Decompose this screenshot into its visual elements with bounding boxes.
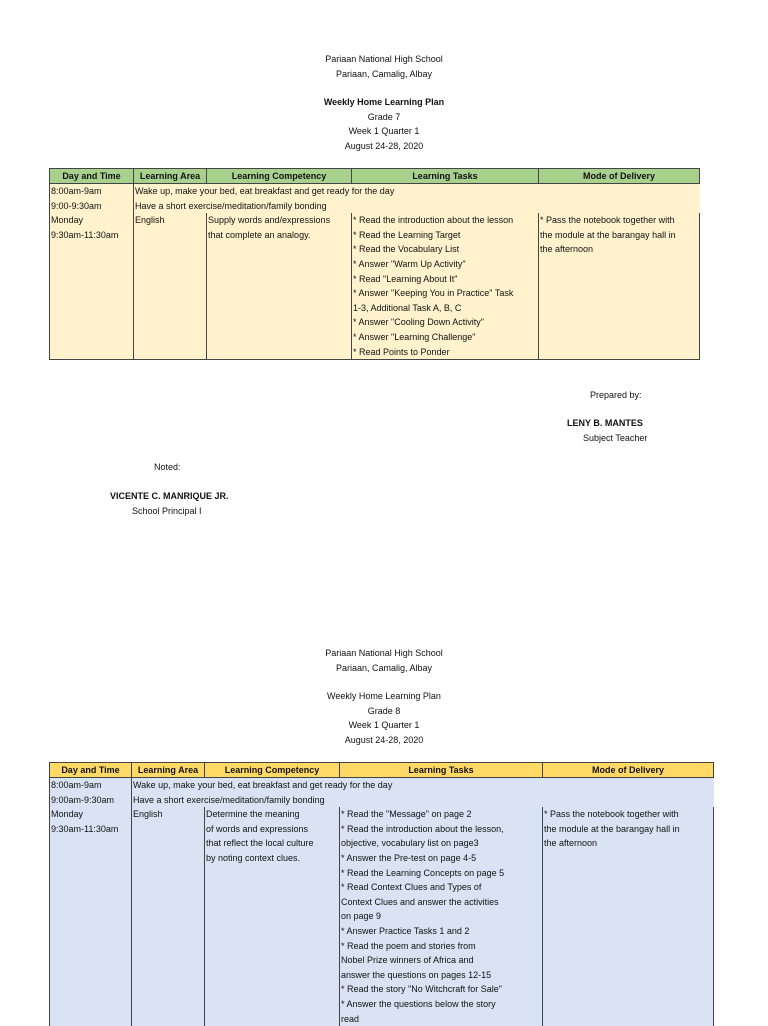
plan1-heading — [0, 52, 768, 153]
task-line: * Read the Learning Target — [353, 228, 537, 243]
activity-cell: Have a short exercise/meditation/family bonding — [134, 199, 700, 214]
time-cell: 9:00am-9:30am — [50, 793, 132, 808]
competency-line: Supply words and/expressions — [208, 213, 350, 228]
activity-cell: Have a short exercise/meditation/family bonding — [132, 793, 714, 808]
plan2-title: Weekly Home Learning Plan — [0, 689, 768, 704]
header-learning-tasks: Learning Tasks — [352, 169, 539, 184]
plan1-school-name: Pariaan National High School — [0, 52, 768, 67]
competency-cell — [205, 807, 340, 1026]
day-label: Monday — [51, 807, 130, 822]
plan1-table — [49, 168, 700, 360]
plan1-title: Weekly Home Learning Plan — [0, 95, 768, 110]
time-cell: 8:00am-9am — [50, 184, 134, 199]
tasks-cell — [352, 213, 539, 359]
competency-line: by noting context clues. — [206, 851, 338, 866]
task-line: * Read the introduction about the lesson — [353, 213, 537, 228]
mode-line: * Pass the notebook together with — [544, 807, 712, 822]
task-line: * Answer "Learning Challenge" — [353, 330, 537, 345]
task-line: * Read the poem and stories from — [341, 939, 541, 954]
table-row — [50, 213, 700, 359]
time-cell: 8:00am-9am — [50, 778, 132, 793]
header-learning-area: Learning Area — [134, 169, 207, 184]
plan2-dates: August 24-28, 2020 — [0, 733, 768, 748]
task-line: * Answer "Keeping You in Practice" Task — [353, 286, 537, 301]
table-row — [50, 793, 714, 808]
header-learning-tasks: Learning Tasks — [340, 763, 543, 778]
plan1-school-address: Pariaan, Camalig, Albay — [0, 67, 768, 82]
mode-line: * Pass the notebook together with — [540, 213, 698, 228]
plan1-header-row — [50, 169, 700, 184]
task-line: * Read the Vocabulary List — [353, 242, 537, 257]
noted-label: Noted: — [154, 460, 181, 474]
learning-area-cell: English — [132, 807, 205, 1026]
task-line: * Answer "Warm Up Activity" — [353, 257, 537, 272]
task-line: * Answer the Pre-test on page 4-5 — [341, 851, 541, 866]
task-line: * Read the "Message" on page 2 — [341, 807, 541, 822]
competency-cell — [207, 213, 352, 359]
task-line: * Read "Learning About It" — [353, 272, 537, 287]
header-learning-area: Learning Area — [132, 763, 205, 778]
table-row — [50, 807, 714, 1026]
mode-cell — [543, 807, 714, 1026]
table-row — [50, 199, 700, 214]
plan1-grade: Grade 7 — [0, 110, 768, 125]
plan2-header-row — [50, 763, 714, 778]
task-line: Nobel Prize winners of Africa and — [341, 953, 541, 968]
competency-line: Determine the meaning — [206, 807, 338, 822]
task-line: * Read Context Clues and Types of — [341, 880, 541, 895]
activity-cell: Wake up, make your bed, eat breakfast and get ready for the day — [134, 184, 700, 199]
header-mode-of-delivery: Mode of Delivery — [543, 763, 714, 778]
mode-cell — [539, 213, 700, 359]
activity-cell: Wake up, make your bed, eat breakfast and get ready for the day — [132, 778, 714, 793]
competency-line: that complete an analogy. — [208, 228, 350, 243]
table-row — [50, 184, 700, 199]
task-line: objective, vocabulary list on page3 — [341, 836, 541, 851]
mode-line: the afternoon — [540, 242, 698, 257]
plan2-heading — [0, 646, 768, 747]
plan2-school-name: Pariaan National High School — [0, 646, 768, 661]
task-line: * Read Points to Ponder — [353, 345, 537, 360]
competency-line: of words and expressions — [206, 822, 338, 837]
header-learning-competency: Learning Competency — [207, 169, 352, 184]
time-label: 9:30am-11:30am — [51, 822, 130, 837]
competency-line: that reflect the local culture — [206, 836, 338, 851]
plan2-table — [49, 762, 714, 1026]
day-time-cell — [50, 807, 132, 1026]
mode-line: the afternoon — [544, 836, 712, 851]
noted-by-title: School Principal I — [132, 504, 202, 518]
header-learning-competency: Learning Competency — [205, 763, 340, 778]
day-time-cell — [50, 213, 134, 359]
task-line: * Answer the questions below the story — [341, 997, 541, 1012]
plan2-week: Week 1 Quarter 1 — [0, 718, 768, 733]
time-cell: 9:00-9:30am — [50, 199, 134, 214]
header-day-time: Day and Time — [50, 169, 134, 184]
plan1-dates: August 24-28, 2020 — [0, 139, 768, 154]
mode-line: the module at the barangay hall in — [540, 228, 698, 243]
day-label: Monday — [51, 213, 132, 228]
plan1-week: Week 1 Quarter 1 — [0, 124, 768, 139]
header-mode-of-delivery: Mode of Delivery — [539, 169, 700, 184]
noted-by-name: VICENTE C. MANRIQUE JR. — [110, 489, 229, 503]
task-line: * Read the story "No Witchcraft for Sale" — [341, 982, 541, 997]
task-line: answer the questions on pages 12-15 — [341, 968, 541, 983]
task-line: Context Clues and answer the activities — [341, 895, 541, 910]
task-line: on page 9 — [341, 909, 541, 924]
task-line: * Answer Practice Tasks 1 and 2 — [341, 924, 541, 939]
plan2-school-address: Pariaan, Camalig, Albay — [0, 661, 768, 676]
plan2-grade: Grade 8 — [0, 704, 768, 719]
task-line: * Answer "Cooling Down Activity" — [353, 315, 537, 330]
task-line: * Read the Learning Concepts on page 5 — [341, 866, 541, 881]
mode-line: the module at the barangay hall in — [544, 822, 712, 837]
task-line: * Read the introduction about the lesson, — [341, 822, 541, 837]
table-row — [50, 778, 714, 793]
prepared-by-name: LENY B. MANTES — [567, 416, 643, 430]
header-day-time: Day and Time — [50, 763, 132, 778]
prepared-by-title: Subject Teacher — [583, 431, 647, 445]
time-label: 9:30am-11:30am — [51, 228, 132, 243]
learning-area-cell: English — [134, 213, 207, 359]
prepared-by-label: Prepared by: — [590, 388, 642, 402]
task-line: read — [341, 1012, 541, 1026]
tasks-cell — [340, 807, 543, 1026]
task-line: 1-3, Additional Task A, B, C — [353, 301, 537, 316]
